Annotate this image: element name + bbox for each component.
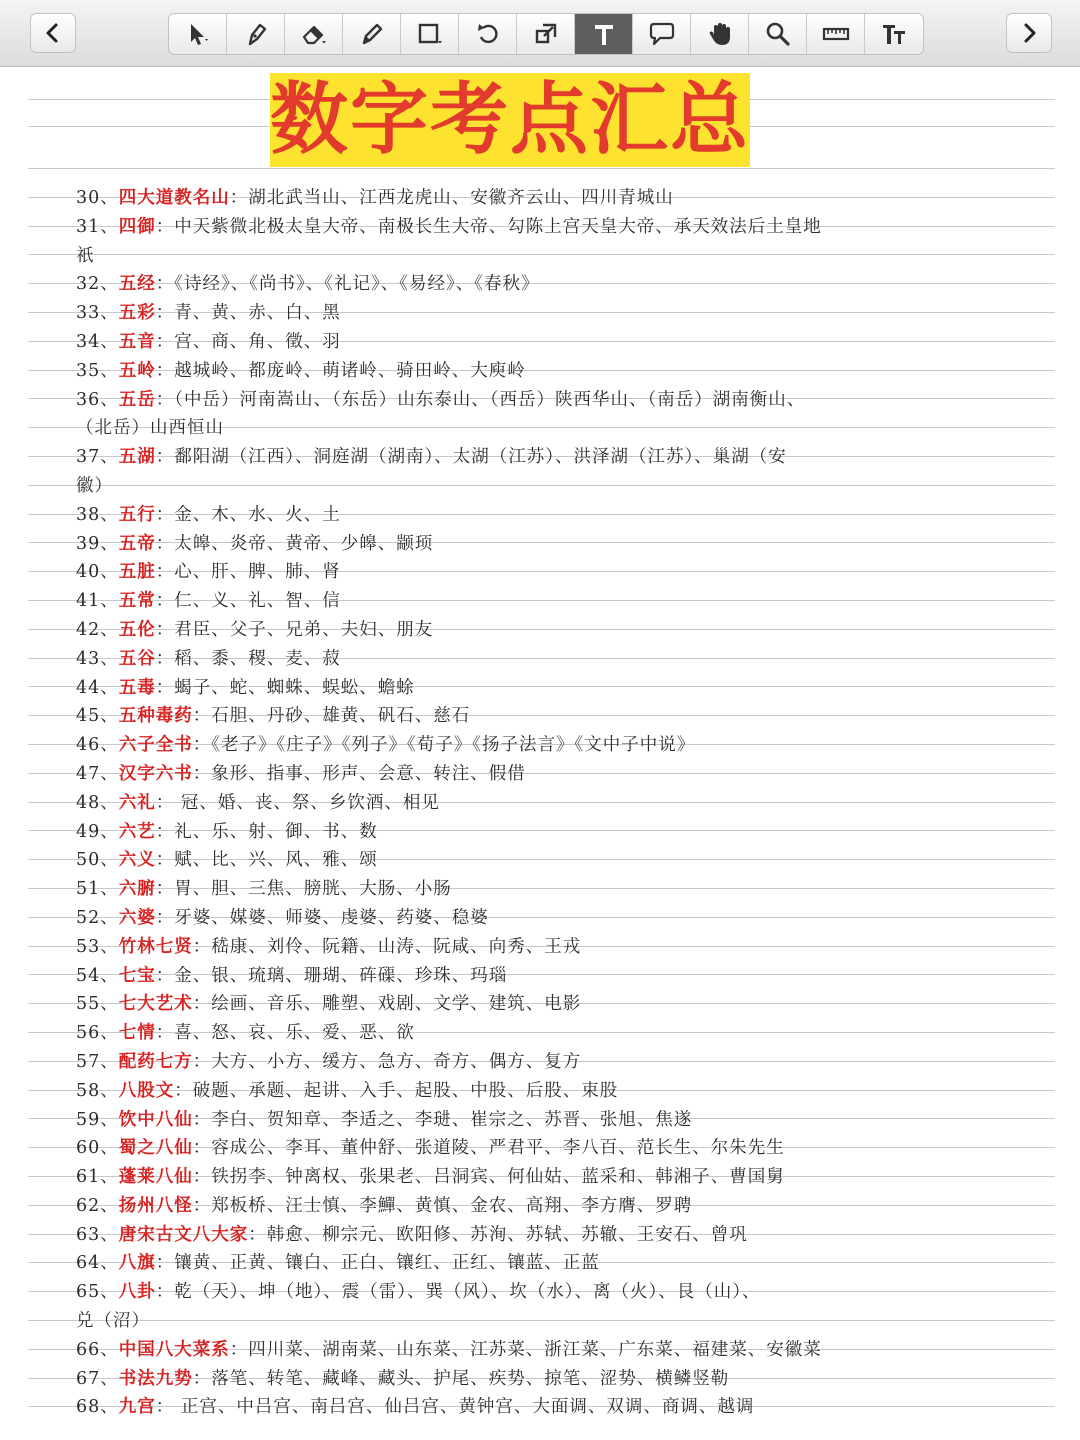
item-separator: ：	[155, 360, 175, 381]
undo-icon	[473, 19, 503, 49]
item-term: 七大艺术	[118, 994, 193, 1015]
tool-pencil[interactable]	[343, 14, 401, 54]
item-term: 五行	[118, 504, 156, 525]
item-term: 五岳	[118, 389, 156, 410]
tool-search[interactable]	[749, 14, 807, 54]
list-item	[76, 213, 856, 271]
list-item	[76, 1106, 856, 1135]
pen-icon	[241, 19, 271, 49]
item-content: 越城岭、都庞岭、萌诸岭、骑田岭、大庾岭	[174, 360, 526, 381]
item-number: 59、	[76, 1109, 119, 1130]
chevron-left-icon	[42, 22, 64, 44]
list-item	[76, 530, 856, 559]
item-number: 48、	[76, 792, 119, 813]
item-content: 喜、怒、哀、乐、爱、恶、欲	[174, 1023, 415, 1044]
item-term: 五毒	[118, 677, 156, 698]
list-item	[76, 1192, 856, 1221]
item-term: 五湖	[118, 447, 156, 468]
list-item	[76, 558, 856, 587]
item-number: 66、	[76, 1339, 119, 1360]
item-term: 六婆	[118, 907, 156, 928]
item-number: 36、	[76, 389, 119, 410]
item-number: 56、	[76, 1023, 119, 1044]
list-item	[76, 184, 856, 213]
item-number: 40、	[76, 562, 119, 583]
document-body	[76, 184, 856, 1422]
tool-rotate[interactable]	[459, 14, 517, 54]
chevron-right-icon	[1018, 22, 1040, 44]
item-term: 八旗	[118, 1253, 156, 1274]
item-separator: ：	[155, 504, 175, 525]
item-term: 五种毒药	[118, 706, 193, 727]
item-content: 象形、指事、形声、会意、转注、假借	[211, 763, 526, 784]
item-term: 四大道教名山	[118, 188, 230, 208]
item-term: 六艺	[118, 821, 156, 842]
item-separator: ：	[155, 562, 175, 583]
item-number: 31、	[76, 216, 119, 237]
crop-icon	[531, 19, 561, 49]
item-separator: ：	[155, 821, 175, 842]
item-term: 八卦	[118, 1282, 156, 1303]
item-number: 51、	[76, 879, 119, 900]
item-content-continued: 徽）	[76, 475, 113, 496]
back-button[interactable]	[30, 13, 76, 53]
item-separator: ：	[155, 1397, 175, 1418]
item-separator: ：	[155, 447, 175, 468]
item-separator: ：	[192, 1167, 212, 1188]
item-content: 宫、商、角、徵、羽	[174, 331, 341, 352]
item-number: 65、	[76, 1282, 119, 1303]
item-content: 蝎子、蛇、蜘蛛、蜈蚣、蟾蜍	[174, 677, 415, 698]
list-item	[76, 789, 856, 818]
item-term: 五音	[118, 331, 156, 352]
tool-hand[interactable]	[691, 14, 749, 54]
text-size-icon	[879, 19, 909, 49]
item-content-continued: 祇	[76, 245, 95, 266]
list-item	[76, 645, 856, 674]
list-item	[76, 818, 856, 847]
list-item	[76, 1221, 856, 1250]
list-item	[76, 443, 856, 501]
item-number: 50、	[76, 850, 119, 871]
item-number: 64、	[76, 1253, 119, 1274]
item-number: 44、	[76, 677, 119, 698]
item-separator: ：	[192, 1109, 212, 1130]
tool-pen[interactable]	[227, 14, 285, 54]
item-content: 金、银、琉璃、珊瑚、砗磲、珍珠、玛瑙	[174, 965, 508, 986]
item-content: 容成公、李耳、董仲舒、张道陵、严君平、李八百、范长生、尔朱先生	[211, 1138, 785, 1159]
item-separator: ：	[192, 706, 212, 727]
item-number: 49、	[76, 821, 119, 842]
item-content-continued: 兑（沼）	[76, 1311, 150, 1332]
item-separator: ：	[155, 850, 175, 871]
item-number: 53、	[76, 936, 119, 957]
item-term: 配药七方	[118, 1051, 193, 1072]
item-separator: ：	[155, 331, 175, 352]
item-content: 礼、乐、射、御、书、数	[174, 821, 378, 842]
item-term: 扬州八怪	[118, 1195, 193, 1216]
item-separator: ：	[155, 1282, 175, 1303]
item-separator: ：	[155, 965, 175, 986]
item-separator: ：	[155, 648, 175, 669]
hand-icon	[705, 19, 735, 49]
item-content: 稻、黍、稷、麦、菽	[174, 648, 341, 669]
item-term: 四御	[118, 216, 156, 237]
item-separator: ：	[155, 677, 175, 698]
item-term: 五彩	[118, 303, 156, 324]
list-item	[76, 1278, 856, 1336]
list-item	[76, 1134, 856, 1163]
item-content: 仁、义、礼、智、信	[174, 591, 341, 612]
list-item	[76, 270, 856, 299]
text-icon	[589, 19, 619, 49]
item-separator: ：	[192, 763, 212, 784]
item-term: 五岭	[118, 360, 156, 381]
item-content: 乾（天）、坤（地）、震（雷）、巽（风）、坎（水）、离（火）、艮（山）、	[174, 1282, 761, 1303]
item-separator: ：	[155, 879, 175, 900]
item-content: 青、黄、赤、白、黑	[174, 303, 341, 324]
item-content: 《老子》《庄子》《列子》《荀子》《扬子法言》《文中子中说》	[211, 735, 696, 756]
item-separator: ：	[155, 591, 175, 612]
item-term: 六礼	[118, 792, 156, 813]
item-number: 54、	[76, 965, 119, 986]
item-content: 铁拐李、钟离权、张果老、吕洞宾、何仙姑、蓝采和、韩湘子、曹国舅	[211, 1167, 785, 1188]
item-content: 大方、小方、缓方、急方、奇方、偶方、复方	[211, 1051, 582, 1072]
item-separator: ：	[192, 1368, 212, 1389]
item-number: 58、	[76, 1080, 119, 1101]
item-term: 五伦	[118, 619, 156, 640]
title-banner	[270, 73, 750, 167]
item-term: 五帝	[118, 533, 156, 554]
list-item	[76, 1019, 856, 1048]
item-content: 四川菜、湖南菜、山东菜、江苏菜、浙江菜、广东菜、福建菜、安徽菜	[248, 1339, 822, 1360]
list-item	[76, 990, 856, 1019]
item-separator: ：	[192, 994, 212, 1015]
item-number: 47、	[76, 763, 119, 784]
item-number: 34、	[76, 331, 119, 352]
search-icon	[763, 19, 793, 49]
list-item	[76, 731, 856, 760]
list-item	[76, 1249, 856, 1278]
list-item	[76, 1048, 856, 1077]
item-term: 五脏	[118, 562, 156, 583]
item-separator: ：	[155, 533, 175, 554]
item-content: 石胆、丹砂、雄黄、矾石、慈石	[211, 706, 471, 727]
pencil-icon	[357, 19, 387, 49]
forward-button[interactable]	[1006, 13, 1052, 53]
item-number: 57、	[76, 1051, 119, 1072]
item-content: 金、木、水、火、土	[174, 504, 341, 525]
eraser-icon	[299, 19, 329, 49]
tool-text-size[interactable]	[865, 14, 923, 54]
item-number: 46、	[76, 735, 119, 756]
item-number: 68、	[76, 1397, 119, 1418]
list-item	[76, 328, 856, 357]
item-separator: ：	[155, 216, 175, 237]
item-number: 60、	[76, 1138, 119, 1159]
item-content: 胃、胆、三焦、膀胱、大肠、小肠	[174, 879, 452, 900]
item-number: 52、	[76, 907, 119, 928]
item-separator: ：	[192, 735, 212, 756]
tool-comment[interactable]	[633, 14, 691, 54]
item-term: 书法九势	[118, 1368, 193, 1389]
item-content: 李白、贺知章、李适之、李琎、崔宗之、苏晋、张旭、焦遂	[211, 1109, 693, 1130]
item-number: 39、	[76, 533, 119, 554]
tool-crop[interactable]	[517, 14, 575, 54]
item-content: 镶黄、正黄、镶白、正白、镶红、正红、镶蓝、正蓝	[174, 1253, 600, 1274]
list-item	[76, 1163, 856, 1192]
annotation-tools	[168, 13, 924, 55]
item-term: 六义	[118, 850, 156, 871]
list-item	[76, 702, 856, 731]
item-content: 韩愈、柳宗元、欧阳修、苏洵、苏轼、苏辙、王安石、曾巩	[266, 1224, 748, 1245]
item-separator: ：	[248, 1224, 267, 1245]
item-number: 30、	[76, 188, 119, 208]
comment-icon	[647, 19, 677, 49]
item-content: 心、肝、脾、肺、肾	[174, 562, 341, 583]
item-term: 饮中八仙	[118, 1109, 193, 1130]
item-number: 41、	[76, 591, 119, 612]
item-term: 七情	[118, 1023, 156, 1044]
list-item	[76, 1077, 856, 1106]
tool-select[interactable]	[169, 14, 227, 54]
list-item	[76, 933, 856, 962]
item-separator: ：	[192, 1051, 212, 1072]
item-content: 破题、承题、起讲、入手、起股、中股、后股、束股	[192, 1080, 619, 1101]
item-term: 唐宋古文八大家	[118, 1224, 249, 1245]
list-item	[76, 616, 856, 645]
rectangle-icon	[415, 19, 445, 49]
item-content: 嵇康、刘伶、阮籍、山涛、阮咸、向秀、王戎	[211, 936, 582, 957]
item-separator: ：	[155, 1023, 175, 1044]
item-term: 汉字六书	[118, 763, 193, 784]
item-content: 牙婆、媒婆、师婆、虔婆、药婆、稳婆	[174, 907, 489, 928]
item-content: 湖北武当山、江西龙虎山、安徽齐云山、四川青城山	[248, 188, 674, 208]
item-number: 63、	[76, 1224, 119, 1245]
tool-eraser[interactable]	[285, 14, 343, 54]
item-number: 37、	[76, 447, 119, 468]
item-term: 五常	[118, 591, 156, 612]
list-item	[76, 386, 856, 444]
item-content: 落笔、转笔、藏峰、藏头、护尾、疾势、掠笔、涩势、横鳞竖勒	[211, 1368, 730, 1389]
item-number: 35、	[76, 360, 119, 381]
item-term: 八股文	[118, 1080, 175, 1101]
item-term: 六腑	[118, 879, 156, 900]
item-separator: ：	[155, 1253, 175, 1274]
item-term: 竹林七贤	[118, 936, 193, 957]
item-number: 67、	[76, 1368, 119, 1389]
item-content-continued: （北岳）山西恒山	[76, 418, 224, 439]
ruled-line	[28, 168, 1055, 169]
item-separator: ：	[192, 1138, 212, 1159]
item-number: 32、	[76, 274, 119, 295]
item-number: 45、	[76, 706, 119, 727]
list-item	[76, 1365, 856, 1394]
item-separator: ：	[192, 1195, 212, 1216]
item-term: 蓬莱八仙	[118, 1167, 193, 1188]
pointer-icon	[183, 19, 213, 49]
tool-ruler[interactable]	[807, 14, 865, 54]
item-content: 中天紫微北极太皇大帝、南极长生大帝、勾陈上宫天皇大帝、承天效法后土皇地	[174, 216, 822, 237]
list-item	[76, 357, 856, 386]
list-item	[76, 846, 856, 875]
item-content: 君臣、父子、兄弟、夫妇、朋友	[174, 619, 434, 640]
item-number: 61、	[76, 1167, 119, 1188]
list-item	[76, 674, 856, 703]
item-number: 55、	[76, 994, 119, 1015]
item-content: 鄱阳湖（江西）、洞庭湖（湖南）、太湖（江苏）、洪泽湖（江苏）、巢湖（安	[174, 447, 787, 468]
item-content: 太皞、炎帝、黄帝、少皞、颛顼	[174, 533, 434, 554]
item-separator: ：	[155, 303, 175, 324]
item-term: 中国八大菜系	[118, 1339, 230, 1360]
list-item	[76, 587, 856, 616]
item-term: 六子全书	[118, 735, 193, 756]
item-number: 42、	[76, 619, 119, 640]
item-separator: ：	[155, 274, 175, 295]
item-separator: ：	[174, 1080, 193, 1101]
list-item	[76, 1336, 856, 1365]
item-content: 郑板桥、汪士慎、李鱓、黄慎、金农、高翔、李方膺、罗聘	[211, 1195, 693, 1216]
item-separator: ：	[155, 907, 175, 928]
item-term: 五谷	[118, 648, 156, 669]
list-item	[76, 299, 856, 328]
item-content: （中岳）河南嵩山、（东岳）山东泰山、（西岳）陕西华山、（南岳）湖南衡山、	[174, 389, 806, 410]
list-item	[76, 875, 856, 904]
item-term: 五经	[118, 274, 156, 295]
item-content: 冠、婚、丧、祭、乡饮酒、相见	[174, 792, 440, 813]
item-number: 38、	[76, 504, 119, 525]
item-content: 赋、比、兴、风、雅、颂	[174, 850, 378, 871]
page-title: 数字考点汇总	[270, 75, 751, 165]
item-term: 蜀之八仙	[118, 1138, 193, 1159]
list-item	[76, 1393, 856, 1422]
item-term: 七宝	[118, 965, 156, 986]
item-separator: ：	[229, 1339, 249, 1360]
list-item	[76, 962, 856, 991]
item-number: 43、	[76, 648, 119, 669]
item-term: 九宫	[118, 1397, 156, 1418]
item-number: 62、	[76, 1195, 119, 1216]
item-separator: ：	[192, 936, 212, 957]
list-item	[76, 904, 856, 933]
item-content: 绘画、音乐、雕塑、戏剧、文学、建筑、电影	[211, 994, 582, 1015]
ruler-icon	[821, 19, 851, 49]
item-content: 正宫、中吕宫、南吕宫、仙吕宫、黄钟宫、大面调、双调、商调、越调	[174, 1397, 755, 1418]
tool-shape[interactable]	[401, 14, 459, 54]
item-separator: ：	[155, 389, 175, 410]
item-separator: ：	[155, 619, 175, 640]
tool-text[interactable]	[575, 14, 633, 54]
item-separator: ：	[155, 792, 175, 813]
list-item	[76, 760, 856, 789]
item-separator: ：	[229, 188, 249, 208]
item-content: 《诗经》、《尚书》、《礼记》、《易经》、《春秋》	[174, 274, 540, 295]
item-number: 33、	[76, 303, 119, 324]
toolbar	[0, 0, 1080, 67]
list-item	[76, 501, 856, 530]
